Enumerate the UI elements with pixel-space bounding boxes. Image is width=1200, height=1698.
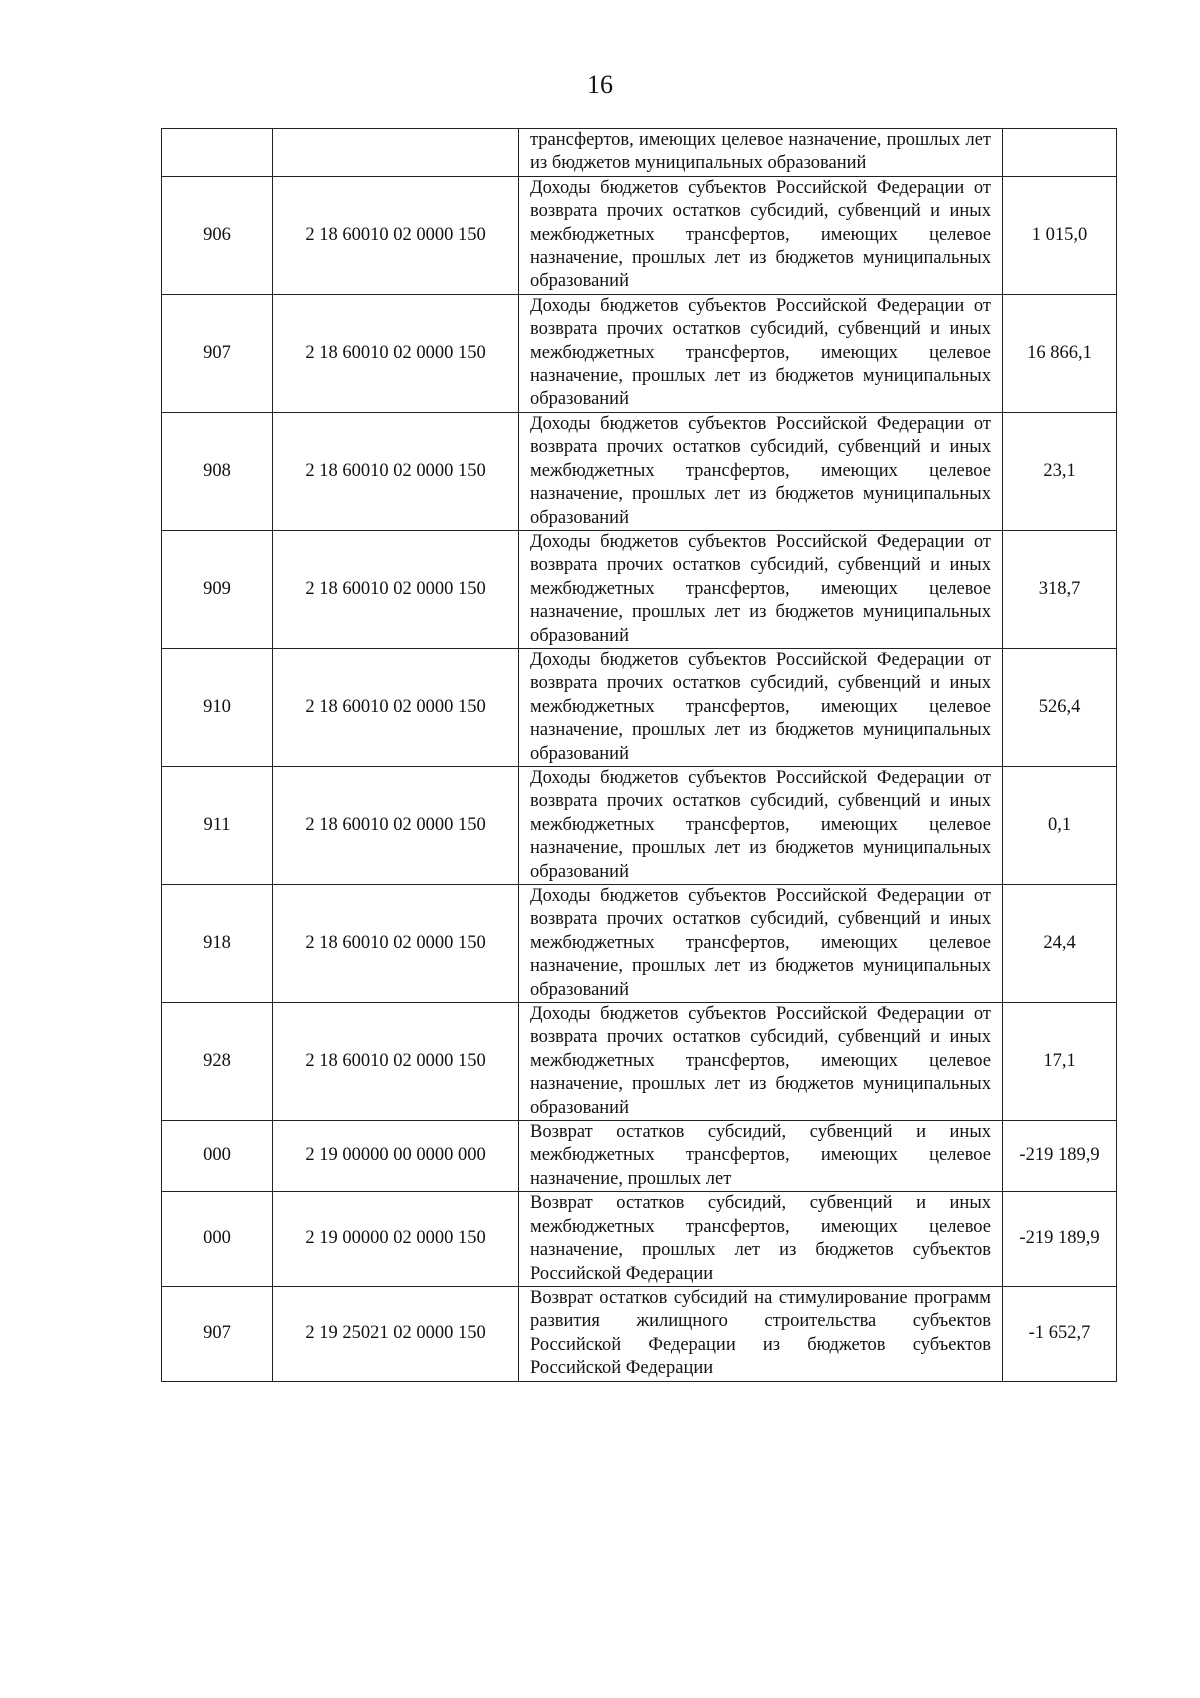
- budget-classification-code-cell: 2 19 00000 02 0000 150: [273, 1192, 519, 1287]
- admin-code-cell: 906: [162, 176, 273, 294]
- revenue-name-cell: Возврат остатков субсидий, субвенций и иных межбюджетных трансфертов, имеющих целевое назначение, прошлых лет из бюджетов субъектов Российской Федерации: [519, 1192, 1003, 1287]
- amount-cell: -219 189,9: [1003, 1192, 1117, 1287]
- admin-code-cell: [162, 129, 273, 177]
- amount-cell: 17,1: [1003, 1003, 1117, 1121]
- revenue-name-cell: Доходы бюджетов субъектов Российской Федерации от возврата прочих остатков субсидий, субвенций и иных межбюджетных трансфертов, имеющих целевое назначение, прошлых лет из бюджетов муниципальных образований: [519, 1003, 1003, 1121]
- amount-cell: 526,4: [1003, 648, 1117, 766]
- admin-code-cell: 907: [162, 294, 273, 412]
- budget-classification-code-cell: 2 18 60010 02 0000 150: [273, 766, 519, 884]
- budget-classification-code-cell: [273, 129, 519, 177]
- revenue-name-cell: Доходы бюджетов субъектов Российской Федерации от возврата прочих остатков субсидий, субвенций и иных межбюджетных трансфертов, имеющих целевое назначение, прошлых лет из бюджетов муниципальных образований: [519, 766, 1003, 884]
- revenue-name-cell: Доходы бюджетов субъектов Российской Федерации от возврата прочих остатков субсидий, субвенций и иных межбюджетных трансфертов, имеющих целевое назначение, прошлых лет из бюджетов муниципальных образований: [519, 176, 1003, 294]
- admin-code-cell: 911: [162, 766, 273, 884]
- budget-classification-code-cell: 2 18 60010 02 0000 150: [273, 530, 519, 648]
- page-number: 16: [587, 70, 613, 99]
- budget-classification-code-cell: 2 18 60010 02 0000 150: [273, 648, 519, 766]
- admin-code-cell: 918: [162, 885, 273, 1003]
- admin-code-cell: 908: [162, 412, 273, 530]
- amount-cell: -219 189,9: [1003, 1121, 1117, 1192]
- table-row: [162, 129, 1117, 177]
- revenue-name-cell: Доходы бюджетов субъектов Российской Федерации от возврата прочих остатков субсидий, субвенций и иных межбюджетных трансфертов, имеющих целевое назначение, прошлых лет из бюджетов муниципальных образований: [519, 412, 1003, 530]
- table-row: [162, 885, 1117, 1003]
- admin-code-cell: 000: [162, 1192, 273, 1287]
- budget-classification-code-cell: 2 18 60010 02 0000 150: [273, 176, 519, 294]
- revenue-name-cell: Доходы бюджетов субъектов Российской Федерации от возврата прочих остатков субсидий, субвенций и иных межбюджетных трансфертов, имеющих целевое назначение, прошлых лет из бюджетов муниципальных образований: [519, 530, 1003, 648]
- admin-code-cell: 000: [162, 1121, 273, 1192]
- table-row: [162, 530, 1117, 648]
- amount-cell: 23,1: [1003, 412, 1117, 530]
- admin-code-cell: 928: [162, 1003, 273, 1121]
- amount-cell: -1 652,7: [1003, 1286, 1117, 1381]
- amount-cell: [1003, 129, 1117, 177]
- budget-classification-code-cell: 2 19 00000 00 0000 000: [273, 1121, 519, 1192]
- budget-revenue-table: [161, 128, 1117, 1382]
- table-row: [162, 1003, 1117, 1121]
- budget-classification-code-cell: 2 18 60010 02 0000 150: [273, 412, 519, 530]
- admin-code-cell: 910: [162, 648, 273, 766]
- revenue-name-cell: Возврат остатков субсидий на стимулирование программ развития жилищного строительства субъектов Российской Федерации из бюджетов субъектов Российской Федерации: [519, 1286, 1003, 1381]
- admin-code-cell: 907: [162, 1286, 273, 1381]
- table-row: [162, 294, 1117, 412]
- table-row: [162, 648, 1117, 766]
- amount-cell: 318,7: [1003, 530, 1117, 648]
- table-row: [162, 1192, 1117, 1287]
- budget-classification-code-cell: 2 18 60010 02 0000 150: [273, 885, 519, 1003]
- revenue-name-cell: Доходы бюджетов субъектов Российской Федерации от возврата прочих остатков субсидий, субвенций и иных межбюджетных трансфертов, имеющих целевое назначение, прошлых лет из бюджетов муниципальных образований: [519, 294, 1003, 412]
- table-row: [162, 1121, 1117, 1192]
- table-row: [162, 412, 1117, 530]
- revenue-name-cell: Доходы бюджетов субъектов Российской Федерации от возврата прочих остатков субсидий, субвенций и иных межбюджетных трансфертов, имеющих целевое назначение, прошлых лет из бюджетов муниципальных образований: [519, 885, 1003, 1003]
- table-row: [162, 1286, 1117, 1381]
- amount-cell: 0,1: [1003, 766, 1117, 884]
- revenue-name-cell: Возврат остатков субсидий, субвенций и иных межбюджетных трансфертов, имеющих целевое назначение, прошлых лет: [519, 1121, 1003, 1192]
- admin-code-cell: 909: [162, 530, 273, 648]
- amount-cell: 16 866,1: [1003, 294, 1117, 412]
- table-body: [162, 129, 1117, 1382]
- amount-cell: 24,4: [1003, 885, 1117, 1003]
- revenue-name-cell: трансфертов, имеющих целевое назначение, прошлых лет из бюджетов муниципальных образований: [519, 129, 1003, 177]
- table-row: [162, 766, 1117, 884]
- budget-classification-code-cell: 2 19 25021 02 0000 150: [273, 1286, 519, 1381]
- budget-classification-code-cell: 2 18 60010 02 0000 150: [273, 1003, 519, 1121]
- budget-classification-code-cell: 2 18 60010 02 0000 150: [273, 294, 519, 412]
- table-row: [162, 176, 1117, 294]
- revenue-name-cell: Доходы бюджетов субъектов Российской Федерации от возврата прочих остатков субсидий, субвенций и иных межбюджетных трансфертов, имеющих целевое назначение, прошлых лет из бюджетов муниципальных образований: [519, 648, 1003, 766]
- amount-cell: 1 015,0: [1003, 176, 1117, 294]
